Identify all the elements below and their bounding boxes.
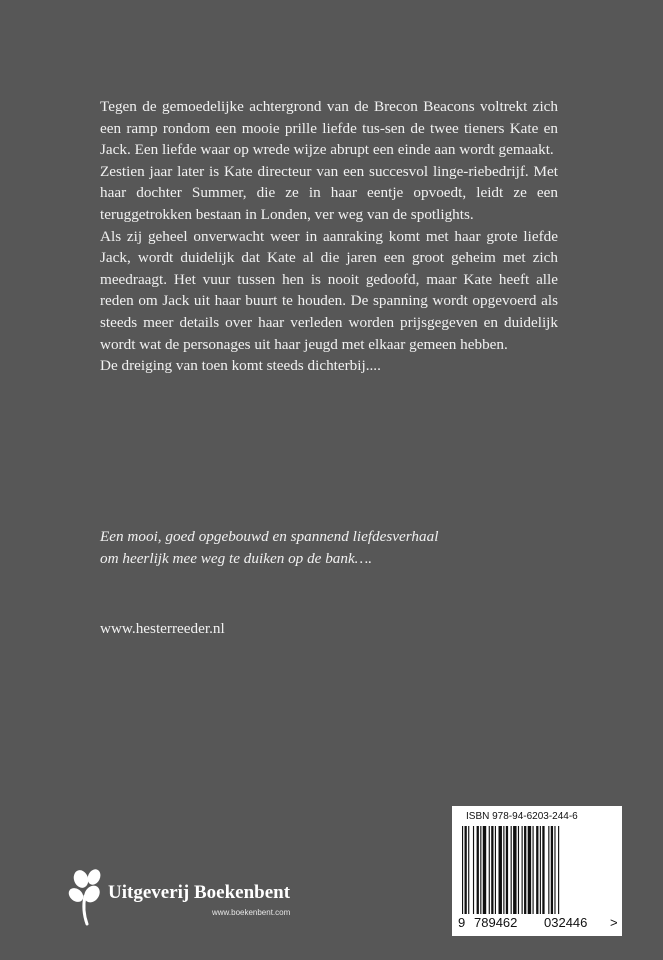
barcode-bar [491,826,493,914]
barcode-bar [506,826,508,914]
publisher-name: Uitgeverij Boekenbent [108,882,291,903]
blurb-paragraph-2: Zestien jaar later is Kate directeur van een succesvol linge-riebedrijf. Met haar dochter Summer, die ze in haar eentje opvoedt, leidt ze een teruggetrokken bestaan in Londen, ver weg van de spotlights. [100,162,558,223]
barcode-bar [465,826,467,914]
barcode-bar [536,826,538,914]
isbn-text: ISBN 978-94-6203-244-6 [466,811,578,822]
author-website[interactable]: www.hesterreeder.nl [100,620,225,637]
blurb-paragraph-3: Als zij geheel onverwacht weer in aanraking komt met haar grote liefde Jack, wordt duidelijk dat Kate al die jaren een groot geheim met zich meedraagt. Het vuur tussen hen is nooit gedoofd, maar Kate heeft alle reden om Jack uit haar buurt te houden. De spanning wordt opgevoerd als steeds meer details over haar verleden worden prijsgegeven en duidelijk wordt wat de personages uit haar jeugd met elkaar gemeen hebben. [100,227,558,353]
barcode-bar [483,826,486,914]
barcode-bar [558,826,559,914]
barcode-bar [473,826,474,914]
isbn-barcode [452,806,622,936]
barcode-bar [542,826,544,914]
barcode-bar [522,826,523,914]
blurb-paragraph-4: De dreiging van toen komt steeds dichterbij.... [100,357,381,375]
barcode-bar [511,826,512,914]
barcode-bar [518,826,519,914]
blurb-paragraph-1: Tegen de gemoedelijke achtergrond van de Brecon Beacons voltrekt zich een ramp rondom een mooie prille liefde tus-sen de twee tieners Kate en Jack. Een liefde waar op wrede wijze abrupt een einde aan wordt gemaakt. [100,98,558,159]
barcode-bar [477,826,479,914]
barcode-bar [540,826,541,914]
barcode-bar [548,826,549,914]
barcode-bar [524,826,526,914]
barcode-digit-end: > [610,915,618,930]
barcode-bar [468,826,469,914]
publisher-url[interactable]: www.boekenbent.com [212,908,291,917]
barcode-bar [528,826,531,914]
barcode-bar [533,826,534,914]
barcode-bar [489,826,490,914]
barcode-bar [480,826,481,914]
barcode-bar [554,826,555,914]
barcode-digit-group-1: 789462 [474,915,518,930]
barcode-bar [495,826,496,914]
barcode-digit-group-2: 032446 [544,915,588,930]
quote-line-1: Een mooi, goed opgebouwd en spannend liefdesverhaal [100,528,439,545]
barcode-bar [462,826,463,914]
barcode-bar [551,826,553,914]
back-cover-blurb [100,96,558,377]
barcode-bar [513,826,516,914]
barcode-bar [499,826,502,914]
review-quote [100,526,570,569]
publisher-logo [68,868,328,928]
barcode-digit-first: 9 [458,915,466,930]
barcode-bars [460,826,610,914]
quote-line-2: om heerlijk mee weg te duiken op de bank…. [100,549,373,567]
leaf-flower-icon [68,868,112,926]
barcode-bar [503,826,504,914]
